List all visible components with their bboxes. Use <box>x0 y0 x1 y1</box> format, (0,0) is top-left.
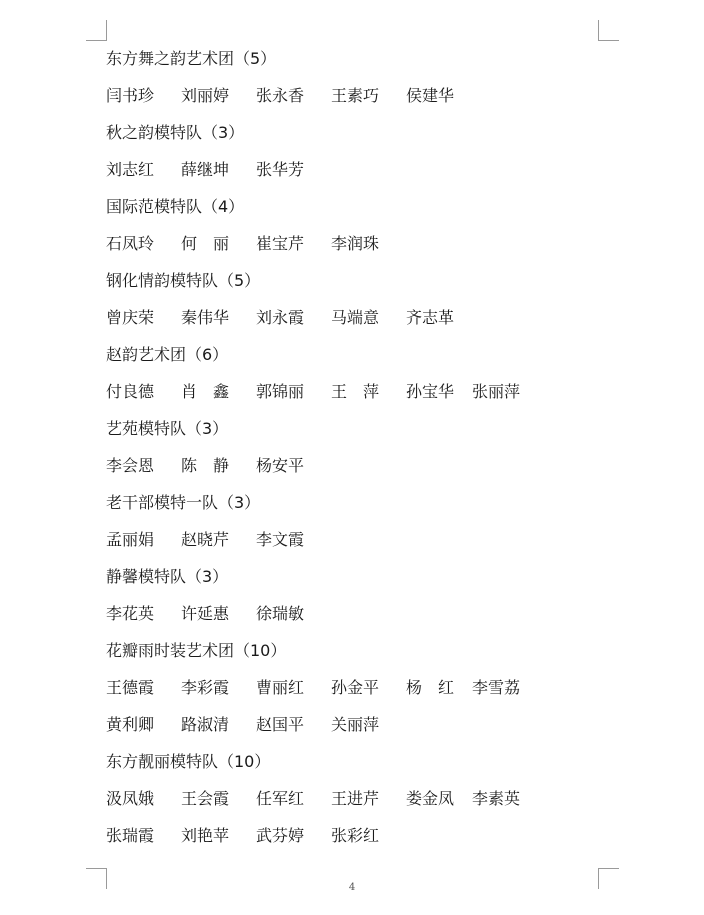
member-name: 王德霞 <box>106 678 155 697</box>
member-name: 孙金平 <box>331 678 380 697</box>
member-name: 孙宝华 <box>406 382 455 401</box>
member-name: 赵国平 <box>256 715 305 734</box>
member-name: 汲凤娥 <box>106 789 155 808</box>
name-row <box>106 603 596 640</box>
member-name: 张华芳 <box>256 160 305 179</box>
member-name: 赵晓芹 <box>181 530 230 549</box>
member-name: 任军红 <box>256 789 305 808</box>
document-body <box>106 48 596 862</box>
member-name: 闫书珍 <box>106 86 155 105</box>
page-number: 4 <box>348 882 356 893</box>
name-row <box>106 307 596 344</box>
member-name: 刘艳苹 <box>181 826 230 845</box>
member-name: 张彩红 <box>331 826 380 845</box>
member-name: 石凤玲 <box>106 234 155 253</box>
member-name: 李润珠 <box>331 234 380 253</box>
member-name: 张丽萍 <box>472 382 521 401</box>
crop-mark-top-left <box>86 20 107 41</box>
member-name: 许延惠 <box>181 604 230 623</box>
member-name: 崔宝芹 <box>256 234 305 253</box>
member-name: 李彩霞 <box>181 678 230 697</box>
name-row <box>106 455 596 492</box>
group-heading: 国际范模特队（4） <box>106 197 245 216</box>
member-name: 侯建华 <box>406 86 455 105</box>
name-row <box>106 714 596 751</box>
member-name: 薛继坤 <box>181 160 230 179</box>
member-name: 马端意 <box>331 308 380 327</box>
member-name: 刘丽婷 <box>181 86 230 105</box>
member-name: 娄金凤 <box>406 789 455 808</box>
member-name: 李会恩 <box>106 456 155 475</box>
group-heading: 花瓣雨时装艺术团（10） <box>106 641 287 660</box>
group-heading: 赵韵艺术团（6） <box>106 345 229 364</box>
member-name: 张瑞霞 <box>106 826 155 845</box>
member-name: 李文霞 <box>256 530 305 549</box>
member-name: 张永香 <box>256 86 305 105</box>
member-name: 王进芹 <box>331 789 380 808</box>
member-name: 李素英 <box>472 789 521 808</box>
name-row <box>106 529 596 566</box>
group-heading: 老干部模特一队（3） <box>106 493 261 512</box>
member-name: 齐志革 <box>406 308 455 327</box>
group-heading: 秋之韵模特队（3） <box>106 123 245 142</box>
name-row <box>106 85 596 122</box>
member-name: 李花英 <box>106 604 155 623</box>
member-name: 刘永霞 <box>256 308 305 327</box>
member-name: 杨安平 <box>256 456 305 475</box>
member-name: 曹丽红 <box>256 678 305 697</box>
member-name: 刘志红 <box>106 160 155 179</box>
member-name: 黄利卿 <box>106 715 155 734</box>
member-name: 肖 鑫 <box>181 382 230 401</box>
member-name: 曾庆荣 <box>106 308 155 327</box>
member-name: 徐瑞敏 <box>256 604 305 623</box>
member-name: 王 萍 <box>331 382 380 401</box>
member-name: 王会霞 <box>181 789 230 808</box>
member-name: 路淑清 <box>181 715 230 734</box>
group-heading: 静馨模特队（3） <box>106 567 229 586</box>
name-row <box>106 233 596 270</box>
member-name: 王素巧 <box>331 86 380 105</box>
group-heading: 艺苑模特队（3） <box>106 419 229 438</box>
member-name: 李雪荔 <box>472 678 521 697</box>
group-heading: 东方舞之韵艺术团（5） <box>106 49 277 68</box>
member-name: 陈 静 <box>181 456 230 475</box>
name-row <box>106 381 596 418</box>
name-row <box>106 825 596 862</box>
member-name: 杨 红 <box>406 678 455 697</box>
group-heading: 钢化情韵模特队（5） <box>106 271 261 290</box>
member-name: 何 丽 <box>181 234 230 253</box>
name-row <box>106 677 596 714</box>
member-name: 秦伟华 <box>181 308 230 327</box>
name-row <box>106 788 596 825</box>
name-row <box>106 159 596 196</box>
member-name: 孟丽娟 <box>106 530 155 549</box>
member-name: 郭锦丽 <box>256 382 305 401</box>
member-name: 武芬婷 <box>256 826 305 845</box>
crop-mark-top-right <box>598 20 619 41</box>
group-heading: 东方靓丽模特队（10） <box>106 752 271 771</box>
member-name: 关丽萍 <box>331 715 380 734</box>
member-name: 付良德 <box>106 382 155 401</box>
